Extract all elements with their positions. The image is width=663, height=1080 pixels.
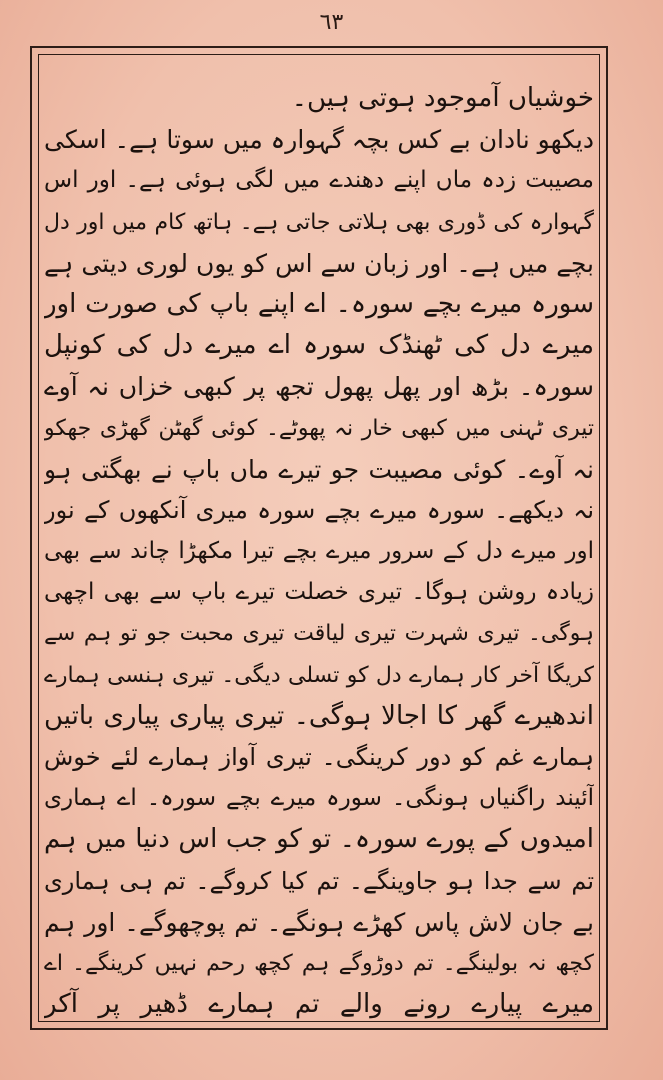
text-line: ہوگی۔ تیری شہرت تیری لیاقت تیری محبت جو تو ہم سے [44,621,594,647]
text-line: کچھ نہ بولینگے۔ تم دوڑوگے ہم کچھ رحم نہیں کرینگے۔ اے [44,950,594,976]
text-line: تیری ٹہنی میں کبھی خار نہ پھوٹے۔ کوئی گھٹن گھڑی جھکو [44,415,594,441]
text-line: اندھیرے گھر کا اجالا ہوگی۔ تیری پیاری پیاری باتیں [44,700,594,731]
text-line: نہ آوے۔ کوئی مصیبت جو تیرے ماں باپ نے بھگتی ہو [44,454,594,484]
text-line: بے جان لاش پاس کھڑے ہونگے۔ تم پوچھوگے۔ اور ہم [44,907,594,937]
text-line: میرے دل کی ٹھنڈک سورہ اے میرے دل کی کونپل [44,330,594,361]
text-line: خوشیاں آموجود ہوتی ہیں۔ [291,83,594,113]
text-line: اور میرے دل کے سرور میرے بچے تیرا مکھڑا چاند سے بھی [44,538,594,565]
text-line: مصیبت زدہ ماں اپنے دھندے میں لگی ہوئی ہے۔ اور اس [44,167,594,194]
text-line: امیدوں کے پورے سورہ۔ تو کو جب اس دنیا میں ہم [44,824,594,855]
text-line: نہ دیکھے۔ سورہ میرے بچے سورہ میری آنکھوں کے نور [44,495,594,524]
text-line: سورہ۔ بڑھ اور پھل پھول تجھ پر کبھی خزاں نہ آوے [44,372,594,402]
urdu-text-block [44,78,594,1018]
text-line: میرے پیارے رونے والے تم ہمارے ڈھیر پر آکر [44,989,594,1020]
text-line: زیادہ روشن ہوگا۔ تیری خصلت تیرے باپ سے بھی اچھی [44,579,594,606]
text-line: آئیند راگنیاں ہونگی۔ سورہ میرے بچے سورہ۔ اے ہماری [44,785,594,812]
text-line: بچے میں ہے۔ اور زبان سے اس کو یوں لوری دیتی ہے [44,248,594,278]
text-line: تم سے جدا ہو جاوینگے۔ تم کیا کروگے۔ تم ہی ہماری [44,866,594,895]
text-line: سورہ میرے بچے سورہ۔ اے اپنے باپ کی صورت اور [44,288,594,319]
text-line: دیکھو نادان بے کس بچہ گہوارہ میں سوتا ہے۔ اسکی [44,125,594,155]
text-line: گہوارہ کی ڈوری بھی ہلاتی جاتی ہے۔ ہاتھ کام میں اور دل [44,209,594,235]
text-line: کریگا آخر کار ہمارے دل کو تسلی دیگی۔ تیری ہنسی ہمارے [44,662,594,688]
page-number: ٦٣ [319,10,344,35]
text-line: ہمارے غم کو دور کرینگی۔ تیری آواز ہمارے لئے خوش [44,743,594,771]
